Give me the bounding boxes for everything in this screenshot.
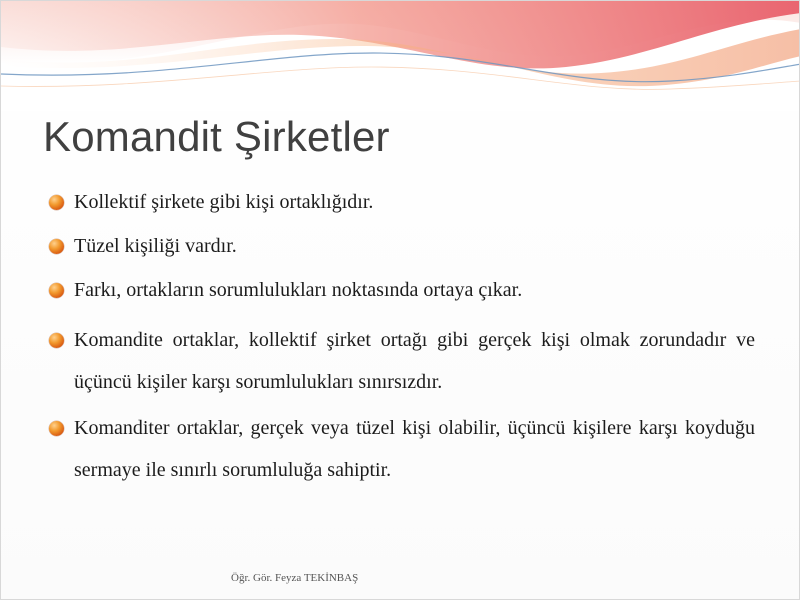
header-wave-decoration <box>1 1 800 111</box>
bullet-text: Kollektif şirkete gibi kişi ortaklığıdır. <box>74 191 374 213</box>
bullet-text: Farkı, ortakların sorumlulukları noktasında ortaya çıkar. <box>74 279 523 301</box>
bullet-text: Tüzel kişiliği vardır. <box>74 235 237 257</box>
page-title: Komandit Şirketler <box>43 113 390 160</box>
bullet-text: Komanditer ortaklar, gerçek veya tüzel kişi olabilir, üçüncü kişilere karşı koyduğu sermaye ile sınırlı sorumluluğa sahiptir. <box>74 417 755 481</box>
list-item <box>47 231 755 261</box>
orange-circle-bullet-icon <box>49 333 64 348</box>
orange-circle-bullet-icon <box>49 283 64 298</box>
orange-circle-bullet-icon <box>49 195 64 210</box>
bullet-text: Komandite ortaklar, kollektif şirket ortağı gibi gerçek kişi olmak zorundadır ve üçüncü kişiler karşı sorumlulukları sınırsızdır. <box>74 329 755 393</box>
bullet-list <box>47 187 755 495</box>
list-item <box>47 407 755 491</box>
list-item <box>47 319 755 403</box>
list-item <box>47 275 755 305</box>
slide-footer: Öğr. Gör. Feyza TEKİNBAŞ <box>231 572 359 584</box>
orange-circle-bullet-icon <box>49 239 64 254</box>
list-item <box>47 187 755 217</box>
orange-circle-bullet-icon <box>49 421 64 436</box>
